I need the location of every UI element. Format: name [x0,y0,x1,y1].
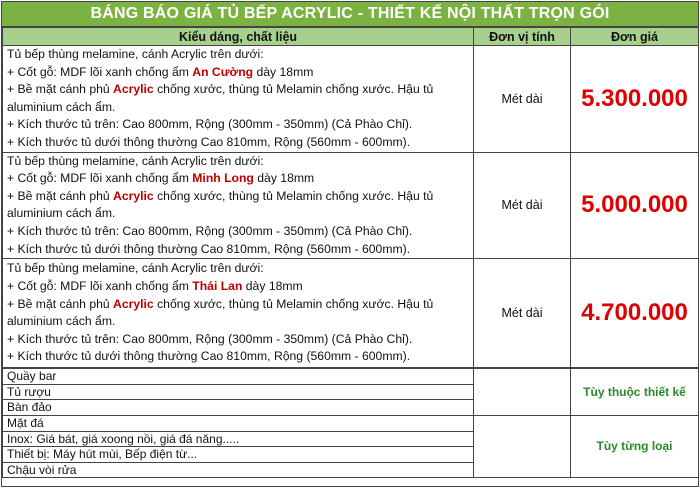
surface-line: + Bề mặt cánh phủ Acrylic chống xước, thùng tủ Melamin chống xước. Hậu tủ aluminium cách ẩm. [7,82,434,114]
extra-item: Bàn đảo [3,400,474,416]
header-price: Đơn giá [571,28,699,46]
desc-line: Tủ bếp thùng melamine, cánh Acrylic trên dưới: [7,261,264,276]
extra-item: Inox: Giá bát, giá xoong nồi, giá đá năng..... [3,431,474,447]
brand-name: Minh Long [192,171,254,186]
brand-name: Thái Lan [192,278,243,293]
surface-material: Acrylic [113,82,154,97]
table-row [3,46,699,153]
table-row [3,259,699,368]
extra-item: Tủ rượu [3,384,474,400]
surface-line: + Bề mặt cánh phủ Acrylic chống xước, thùng tủ Melamin chống xước. Hậu tủ aluminium cách ẩm. [7,188,434,221]
list-item [3,369,699,385]
extra-item: Quầy bar [3,369,474,385]
extra-item: Chậu vòi rửa [3,462,474,478]
price-sheet [1,1,699,487]
extra-note: Tùy từng loại [571,415,699,477]
price-cell: 4.700.000 [571,259,699,368]
extra-unit-cell [474,415,571,477]
surface-line: + Bề mặt cánh phủ Acrylic chống xước, thùng tủ Melamin chống xước. Hậu tủ aluminium cách ẩm. [7,296,434,329]
price-table [2,27,699,368]
core-line: + Cốt gỗ: MDF lõi xanh chống ẩm Thái Lan dày 18mm [7,278,303,293]
core-line: + Cốt gỗ: MDF lõi xanh chống ẩm An Cường dày 18mm [7,64,314,79]
product-description [3,152,474,259]
unit-cell: Mét dài [474,46,571,153]
extras-table [2,368,699,478]
header-style: Kiểu dáng, chất liệu [3,28,474,46]
extra-item: Thiết bị: Máy hút mùi, Bếp điện từ... [3,447,474,463]
desc-line: Tủ bếp thùng melamine, cánh Acrylic trên dưới: [7,47,264,61]
list-item [3,415,699,431]
surface-material: Acrylic [113,296,154,311]
product-description [3,259,474,368]
size-top-line: + Kích thước tủ trên: Cao 800mm, Rộng (300mm - 350mm) (Cả Phào Chỉ). [7,117,413,132]
extra-note: Tùy thuộc thiết kế [571,369,699,416]
price-cell: 5.300.000 [571,46,699,153]
header-row [3,28,699,46]
size-bottom-line: + Kích thước tủ dưới thông thường Cao 810mm, Rộng (560mm - 600mm). [7,349,411,364]
sheet-title: BÁNG BÁO GIÁ TỦ BẾP ACRYLIC - THIẾT KẾ NỘI THẤT TRỌN GÓI [2,2,698,27]
brand-name: An Cường [192,64,254,79]
header-unit: Đơn vị tính [474,28,571,46]
size-bottom-line: + Kích thước tủ dưới thông thường Cao 810mm, Rộng (560mm - 600mm). [7,241,411,256]
price-cell: 5.000.000 [571,152,699,259]
size-bottom-line: + Kích thước tủ dưới thông thường Cao 810mm, Rộng (560mm - 600mm). [7,134,411,149]
surface-material: Acrylic [113,188,154,203]
table-row [3,152,699,259]
unit-cell: Mét dài [474,259,571,368]
unit-cell: Mét dài [474,152,571,259]
desc-line: Tủ bếp thùng melamine, cánh Acrylic trên dưới: [7,153,264,168]
product-description [3,46,474,153]
size-top-line: + Kích thước tủ trên: Cao 800mm, Rộng (300mm - 350mm) (Cả Phào Chỉ). [7,331,413,346]
size-top-line: + Kích thước tủ trên: Cao 800mm, Rộng (300mm - 350mm) (Cả Phào Chỉ). [7,223,413,238]
extra-unit-cell [474,369,571,416]
extra-item: Mặt đá [3,415,474,431]
core-line: + Cốt gỗ: MDF lõi xanh chống ẩm Minh Long dày 18mm [7,171,315,186]
